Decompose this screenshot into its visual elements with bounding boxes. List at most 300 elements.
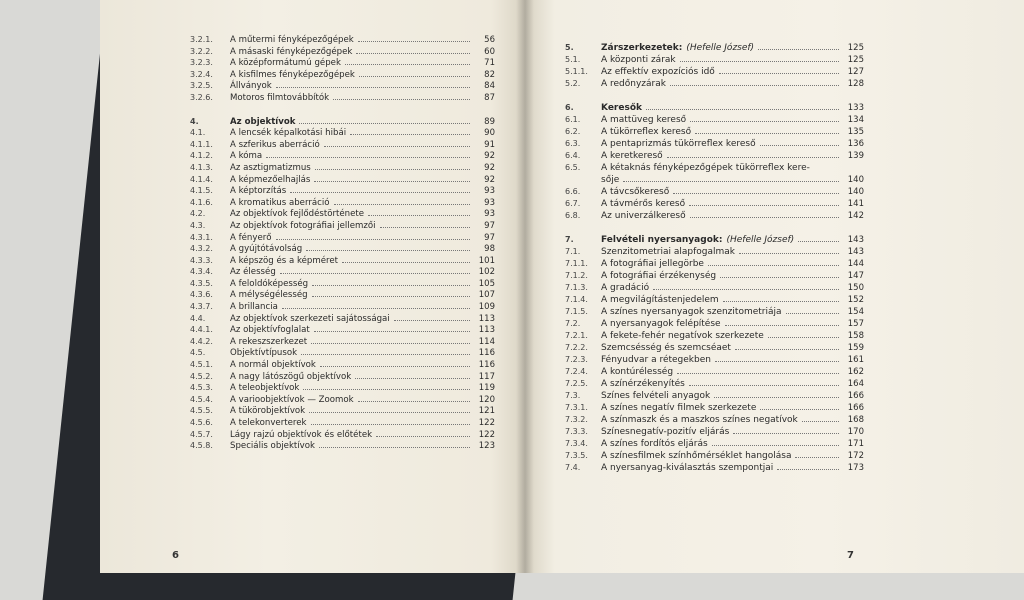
toc-entry-number: 7.1. xyxy=(565,247,581,256)
toc-entry xyxy=(190,336,495,348)
toc-entry xyxy=(190,208,495,220)
toc-entry-number: 4.1.2. xyxy=(190,151,213,161)
toc-leader-dots xyxy=(733,433,839,434)
toc-entry-page: 134 xyxy=(847,115,864,125)
toc-entry-title: A lencsék képalkotási hibái xyxy=(230,128,347,139)
toc-leader-dots xyxy=(798,241,839,242)
book-gutter xyxy=(516,0,534,573)
toc-entry xyxy=(190,220,495,232)
toc-entry-page: 166 xyxy=(847,403,864,413)
toc-entry-number: 7.2.5. xyxy=(565,379,588,388)
toc-entry-title: A normál objektívok xyxy=(230,360,316,371)
toc-entry-title: A kóma xyxy=(230,151,263,162)
toc-entry-title: A tükörobjektívok xyxy=(230,406,306,417)
toc-leader-dots xyxy=(695,133,839,134)
toc-entry xyxy=(565,450,864,462)
toc-entry-number: 4.5.1. xyxy=(190,360,213,370)
toc-entry-number: 4.1.4. xyxy=(190,174,213,184)
toc-leader-dots xyxy=(359,76,470,77)
toc-leader-dots xyxy=(290,192,470,193)
toc-entry-title: Szenzitometriai alapfogalmak xyxy=(601,247,735,257)
toc-entry-number: 3.2.2. xyxy=(190,46,213,56)
toc-entry xyxy=(565,102,864,114)
toc-leader-dots xyxy=(350,134,470,135)
toc-entry-page: 171 xyxy=(847,439,864,449)
toc-leader-dots xyxy=(768,337,839,338)
toc-entry-page: 123 xyxy=(478,441,495,452)
toc-entry xyxy=(190,289,495,301)
toc-entry xyxy=(565,114,864,126)
toc-leader-dots xyxy=(320,366,470,367)
toc-entry-page: 140 xyxy=(847,187,864,197)
toc-entry xyxy=(565,282,864,294)
toc-entry-number: 3.2.6. xyxy=(190,92,213,102)
toc-entry-page: 139 xyxy=(847,151,864,161)
toc-entry-page: 154 xyxy=(847,307,864,317)
toc-entry-number: 7.3.4. xyxy=(565,439,588,448)
toc-entry-title: Az élesség xyxy=(230,267,276,278)
toc-leader-dots xyxy=(623,181,839,182)
toc-entry-number: 7.1.2. xyxy=(565,271,588,280)
toc-entry-number: 4.3.4. xyxy=(190,267,213,277)
toc-leader-dots xyxy=(309,412,470,413)
toc-leader-dots xyxy=(795,457,839,458)
toc-entry-number: 4.5.3. xyxy=(190,383,213,393)
toc-entry-page: 164 xyxy=(847,379,864,389)
toc-leader-dots xyxy=(276,239,470,240)
toc-entry-number: 5.1.1. xyxy=(565,67,588,76)
toc-entry xyxy=(190,232,495,244)
toc-entry-number: 7.4. xyxy=(565,463,581,472)
toc-entry-title: A feloldóképesség xyxy=(230,278,309,289)
toc-entry-number: 4.5.5. xyxy=(190,406,213,416)
toc-leader-dots xyxy=(739,253,839,254)
toc-entry-number: 6.3. xyxy=(565,139,581,148)
toc-leader-dots xyxy=(280,273,470,274)
toc-entry-number: 7. xyxy=(565,235,574,244)
toc-entry-title: A műtermi fényképezőgépek xyxy=(230,35,354,45)
toc-entry-page: 166 xyxy=(847,391,864,401)
toc-entry-page: 114 xyxy=(478,336,495,347)
toc-entry-number: 3.2.1. xyxy=(190,35,213,44)
toc-entry xyxy=(190,359,495,371)
toc-entry-page: 60 xyxy=(484,46,495,57)
toc-entry-number: 6.5. xyxy=(565,163,581,172)
toc-entry-title: A kontúrélesség xyxy=(601,367,674,377)
toc-entry-title: A színérzékenyítés xyxy=(601,379,685,389)
toc-entry xyxy=(190,34,495,46)
toc-entry-page: 144 xyxy=(847,259,864,269)
toc-entry-page: 170 xyxy=(847,427,864,437)
toc-entry-page: 142 xyxy=(847,211,864,221)
toc-leader-dots xyxy=(312,285,470,286)
toc-entry-page: 159 xyxy=(847,343,864,353)
toc-entry-page: 89 xyxy=(484,116,495,127)
toc-entry-title: A színes nyersanyagok szenzitometriája xyxy=(601,307,782,317)
toc-entry-number: 7.3.1. xyxy=(565,403,588,412)
toc-leader-dots xyxy=(714,397,839,398)
toc-entry-number: 3.2.4. xyxy=(190,69,213,79)
toc-entry-title: Fényudvar a rétegekben xyxy=(601,355,711,365)
toc-entry xyxy=(565,42,864,54)
toc-entry-page: 125 xyxy=(847,43,864,53)
toc-entry xyxy=(565,390,864,402)
toc-spacer xyxy=(565,90,864,102)
toc-entry-page: 125 xyxy=(847,55,864,65)
toc-entry-number: 4.1.1. xyxy=(190,139,213,149)
toc-entry-page: 168 xyxy=(847,415,864,425)
toc-entry-page: 92 xyxy=(484,174,495,185)
toc-leader-dots xyxy=(342,262,470,263)
toc-entry-number: 4.3.6. xyxy=(190,290,213,300)
page-number-left: 6 xyxy=(172,550,179,561)
toc-entry xyxy=(190,57,495,69)
toc-entry xyxy=(565,186,864,198)
toc-entry-number: 6. xyxy=(565,103,574,112)
toc-entry-title: A középformátumú gépek xyxy=(230,58,341,69)
toc-entry-page: 97 xyxy=(484,232,495,243)
toc-entry-number: 4.4. xyxy=(190,313,206,323)
toc-entry-page: 82 xyxy=(484,69,495,80)
toc-entry-title: Az objektívok szerkezeti sajátosságai xyxy=(230,313,390,324)
toc-entry xyxy=(565,438,864,450)
toc-entry-page: 147 xyxy=(847,271,864,281)
toc-entry-page: 116 xyxy=(478,348,495,359)
toc-entry-page: 91 xyxy=(484,139,495,150)
toc-entry-title: A nyersanyag-kiválasztás szempontjai xyxy=(601,463,774,473)
toc-entry-page: 173 xyxy=(847,463,864,473)
toc-entry-title: A szferikus aberráció xyxy=(230,139,320,150)
toc-entry-page: 152 xyxy=(847,295,864,305)
toc-entry xyxy=(565,258,864,270)
toc-entry-page: 105 xyxy=(478,278,495,289)
toc-entry-page: 121 xyxy=(478,406,495,417)
toc-entry-number: 4.5.4. xyxy=(190,394,213,404)
toc-entry-title: Szemcsésség és szemcséaet xyxy=(601,343,731,353)
toc-entry-title: A megvilágítástenjedelem xyxy=(601,295,719,305)
toc-entry-number: 6.8. xyxy=(565,211,581,220)
toc-entry xyxy=(565,330,864,342)
toc-entry-page: 122 xyxy=(478,429,495,440)
toc-leader-dots xyxy=(708,265,839,266)
toc-entry-title: A gyújtótávolság xyxy=(230,244,303,255)
toc-entry-title: A teleobjektívok xyxy=(230,383,300,394)
toc-leader-dots xyxy=(301,354,470,355)
toc-entry-number: 4.1.3. xyxy=(190,162,213,172)
toc-entry-title: A másaski fényképezőgépek xyxy=(230,46,353,57)
toc-entry xyxy=(565,306,864,318)
toc-entry-page: 143 xyxy=(847,247,864,257)
toc-entry xyxy=(565,138,864,150)
toc-entry-number: 4.4.2. xyxy=(190,336,213,346)
toc-leader-dots xyxy=(314,181,470,182)
toc-entry-page: 162 xyxy=(847,367,864,377)
toc-entry-number: 3.2.5. xyxy=(190,81,213,91)
toc-leader-dots xyxy=(380,227,470,228)
toc-entry-number: 5.1. xyxy=(565,55,581,64)
toc-entry-page: 98 xyxy=(484,244,495,255)
toc-entry xyxy=(190,371,495,383)
toc-entry xyxy=(565,66,864,78)
toc-spacer xyxy=(565,222,864,234)
toc-entry-number: 7.1.5. xyxy=(565,307,588,316)
toc-entry-title: A redőnyzárak xyxy=(601,79,666,89)
toc-entry-title: A gradáció xyxy=(601,283,650,293)
toc-entry-number: 7.3.2. xyxy=(565,415,588,424)
toc-leader-dots xyxy=(319,447,470,448)
toc-entry-title: Zárszerkezetek: xyxy=(601,43,683,53)
toc-entry-title: Objektívtípusok xyxy=(230,348,298,359)
toc-entry-page: 93 xyxy=(484,209,495,220)
toc-entry-title: A keretkereső xyxy=(601,151,663,161)
toc-entry xyxy=(190,185,495,197)
toc-entry xyxy=(190,243,495,255)
toc-entry xyxy=(565,210,864,222)
toc-entry-title: A színmaszk és a maszkos színes negatívok xyxy=(601,415,798,425)
toc-entry-page: 158 xyxy=(847,331,864,341)
toc-entry-page: 135 xyxy=(847,127,864,137)
toc-entry-number: 3.2.3. xyxy=(190,58,213,68)
toc-entry-title: Színesnegatív-pozitív eljárás xyxy=(601,427,730,437)
toc-leader-dots xyxy=(760,409,839,410)
toc-leader-dots xyxy=(719,73,839,74)
toc-entry xyxy=(565,426,864,438)
toc-entry-number: 4.1.6. xyxy=(190,197,213,207)
toc-entry-title: A mattüveg kereső xyxy=(601,115,687,125)
toc-entry-page: 136 xyxy=(847,139,864,149)
toc-entry-page: 128 xyxy=(847,79,864,89)
toc-entry-title: A képtorzítás xyxy=(230,186,287,197)
toc-entry-page: 140 xyxy=(847,175,864,185)
page-number-right: 7 xyxy=(847,550,854,561)
toc-entry-number: 4.3. xyxy=(190,220,206,230)
toc-entry-author: (Hefelle József) xyxy=(726,235,795,245)
toc-entry-title: A rekeszszerkezet xyxy=(230,336,308,347)
toc-leader-dots xyxy=(368,215,470,216)
toc-entry-page: 97 xyxy=(484,220,495,231)
toc-leader-dots xyxy=(299,123,470,124)
toc-entry-number: 7.2. xyxy=(565,319,581,328)
toc-entry-number: 4.2. xyxy=(190,209,206,219)
toc-entry-title: A brillancia xyxy=(230,302,278,313)
toc-entry-title: A színes fordítós eljárás xyxy=(601,439,708,449)
toc-entry xyxy=(190,174,495,186)
toc-entry xyxy=(190,347,495,359)
toc-leader-dots xyxy=(355,378,470,379)
toc-leader-dots xyxy=(646,109,839,110)
toc-leader-dots xyxy=(314,331,470,332)
toc-entry-page: 157 xyxy=(847,319,864,329)
toc-entry-title: Motoros filmtovábbítók xyxy=(230,92,330,103)
toc-entry xyxy=(565,318,864,330)
toc-leader-dots xyxy=(786,313,839,314)
toc-leader-dots xyxy=(358,401,470,402)
toc-entry-title: sője xyxy=(601,175,620,185)
toc-entry-number: 4.3.1. xyxy=(190,232,213,242)
toc-entry-title: Keresők xyxy=(601,103,642,113)
toc-entry-page: 120 xyxy=(478,394,495,405)
toc-leader-dots xyxy=(760,145,839,146)
toc-leader-dots xyxy=(311,424,471,425)
toc-entry-number: 7.1.4. xyxy=(565,295,588,304)
toc-entry xyxy=(565,234,864,246)
toc-entry-title: Az asztigmatizmus xyxy=(230,162,311,173)
toc-leader-dots xyxy=(690,217,839,218)
toc-entry-page: 101 xyxy=(478,255,495,266)
toc-entry xyxy=(565,162,864,174)
toc-leader-dots xyxy=(358,41,470,42)
toc-entry-page: 116 xyxy=(478,360,495,371)
toc-entry-title: Felvételi nyersanyagok: xyxy=(601,235,723,245)
toc-leader-dots xyxy=(725,325,839,326)
toc-leader-dots xyxy=(720,277,839,278)
toc-entry-title: Az objektívok xyxy=(230,116,296,127)
toc-entry xyxy=(190,429,495,441)
toc-entry-page: 84 xyxy=(484,81,495,92)
toc-entry xyxy=(190,150,495,162)
toc-leader-dots xyxy=(306,250,470,251)
toc-entry-title: A varioobjektívok — Zoomok xyxy=(230,394,354,405)
toc-leader-dots xyxy=(673,193,839,194)
toc-entry-number: 4.4.1. xyxy=(190,325,213,335)
toc-entry-number: 4.5.6. xyxy=(190,418,213,427)
toc-entry-page: 92 xyxy=(484,151,495,162)
toc-leader-dots xyxy=(345,64,470,65)
toc-leader-dots xyxy=(311,343,470,344)
toc-entry xyxy=(565,246,864,258)
toc-entry xyxy=(190,278,495,290)
toc-entry-title: Lágy rajzú objektívok és előtétek xyxy=(230,429,373,440)
toc-entry-number: 4.5.7. xyxy=(190,429,213,439)
toc-entry-title: Az objektívok fejlődéstörténete xyxy=(230,209,365,220)
right-toc xyxy=(565,42,864,474)
toc-leader-dots xyxy=(680,61,839,62)
toc-entry-page: 141 xyxy=(847,199,864,209)
toc-entry xyxy=(190,324,495,336)
toc-entry-number: 4. xyxy=(190,116,199,126)
toc-entry-number: 7.2.2. xyxy=(565,343,588,352)
toc-entry-title: A tükörreflex kereső xyxy=(601,127,692,137)
toc-entry-title: A fotográfiai érzékenység xyxy=(601,271,717,281)
toc-leader-dots xyxy=(333,99,470,100)
toc-entry-title: A pentaprizmás tükörreflex kereső xyxy=(601,139,756,149)
toc-entry-page: 71 xyxy=(484,58,495,69)
toc-entry-page: 93 xyxy=(484,197,495,208)
toc-leader-dots xyxy=(689,385,839,386)
toc-entry-page: 87 xyxy=(484,92,495,103)
toc-leader-dots xyxy=(735,349,839,350)
right-page xyxy=(525,0,1024,573)
toc-entry xyxy=(565,78,864,90)
toc-spacer xyxy=(190,104,495,116)
toc-leader-dots xyxy=(689,205,839,206)
toc-leader-dots xyxy=(334,204,470,205)
toc-leader-dots xyxy=(712,445,839,446)
toc-entry-number: 4.3.3. xyxy=(190,255,213,265)
toc-entry-page: 113 xyxy=(478,313,495,324)
toc-entry-title: A kisfilmes fényképezőgépek xyxy=(230,69,355,80)
toc-entry-title: Az objektívfoglalat xyxy=(230,325,310,336)
toc-leader-dots xyxy=(376,436,470,437)
toc-leader-dots xyxy=(312,296,470,297)
toc-entry-page: 117 xyxy=(478,371,495,382)
toc-entry-title: A színes negatív filmek szerkezete xyxy=(601,403,757,413)
toc-entry xyxy=(565,402,864,414)
toc-entry xyxy=(190,301,495,313)
toc-entry xyxy=(565,462,864,474)
toc-leader-dots xyxy=(715,361,839,362)
toc-entry-title: A nyersanyagok felépítése xyxy=(601,319,721,329)
left-toc xyxy=(190,34,495,452)
toc-leader-dots xyxy=(303,389,470,390)
toc-entry xyxy=(190,46,495,58)
toc-entry-title: Az objektívok fotográfiai jellemzői xyxy=(230,220,376,231)
toc-entry xyxy=(565,378,864,390)
toc-leader-dots xyxy=(315,169,470,170)
toc-entry xyxy=(190,266,495,278)
toc-leader-dots xyxy=(677,373,839,374)
toc-entry-title: A képszög és a képméret xyxy=(230,255,339,266)
toc-entry-title: A fotográfiai jellegörbe xyxy=(601,259,704,269)
toc-leader-dots xyxy=(758,49,839,50)
toc-entry-page: 133 xyxy=(847,103,864,113)
toc-entry xyxy=(565,294,864,306)
toc-entry xyxy=(190,197,495,209)
toc-entry-number: 7.2.4. xyxy=(565,367,588,376)
toc-leader-dots xyxy=(266,157,470,158)
toc-entry xyxy=(565,126,864,138)
toc-entry-page: 172 xyxy=(847,451,864,461)
toc-entry-title: A központi zárak xyxy=(601,55,676,65)
toc-entry-page: 119 xyxy=(478,383,495,394)
toc-entry xyxy=(565,174,864,186)
toc-entry-title: A nagy látószögű objektívok xyxy=(230,371,352,382)
toc-leader-dots xyxy=(276,87,470,88)
toc-entry-number: 5. xyxy=(565,43,574,52)
toc-entry-page: 109 xyxy=(478,302,495,313)
toc-entry-number: 4.3.5. xyxy=(190,278,213,288)
toc-entry-page: 161 xyxy=(847,355,864,365)
toc-entry-number: 5.2. xyxy=(565,79,581,88)
toc-entry-page: 143 xyxy=(847,235,864,245)
toc-entry xyxy=(190,313,495,325)
toc-entry xyxy=(565,150,864,162)
toc-entry-title: A telekonverterek xyxy=(230,418,307,428)
toc-leader-dots xyxy=(282,308,470,309)
toc-entry-number: 6.7. xyxy=(565,199,581,208)
toc-entry-number: 7.3.5. xyxy=(565,451,588,460)
toc-entry xyxy=(190,116,495,128)
toc-entry xyxy=(190,405,495,417)
toc-entry-number: 7.2.3. xyxy=(565,355,588,364)
toc-entry-number: 6.1. xyxy=(565,115,581,124)
toc-entry xyxy=(190,127,495,139)
toc-entry-page: 107 xyxy=(478,290,495,301)
toc-entry xyxy=(565,414,864,426)
toc-leader-dots xyxy=(802,421,839,422)
toc-entry xyxy=(565,270,864,282)
toc-entry-title: A kétaknás fényképezőgépek tükörreflex kere- xyxy=(601,163,810,173)
toc-entry-title: A távcsőkereső xyxy=(601,187,670,197)
toc-entry-title: Az univerzálkereső xyxy=(601,211,686,221)
toc-entry-number: 4.5. xyxy=(190,348,206,358)
toc-entry-title: Speciális objektívok xyxy=(230,441,316,452)
toc-leader-dots xyxy=(394,320,470,321)
toc-entry-author: (Hefelle József) xyxy=(686,43,755,53)
toc-entry-number: 4.3.7. xyxy=(190,302,213,312)
toc-entry-number: 7.1.1. xyxy=(565,259,588,268)
toc-entry xyxy=(565,54,864,66)
